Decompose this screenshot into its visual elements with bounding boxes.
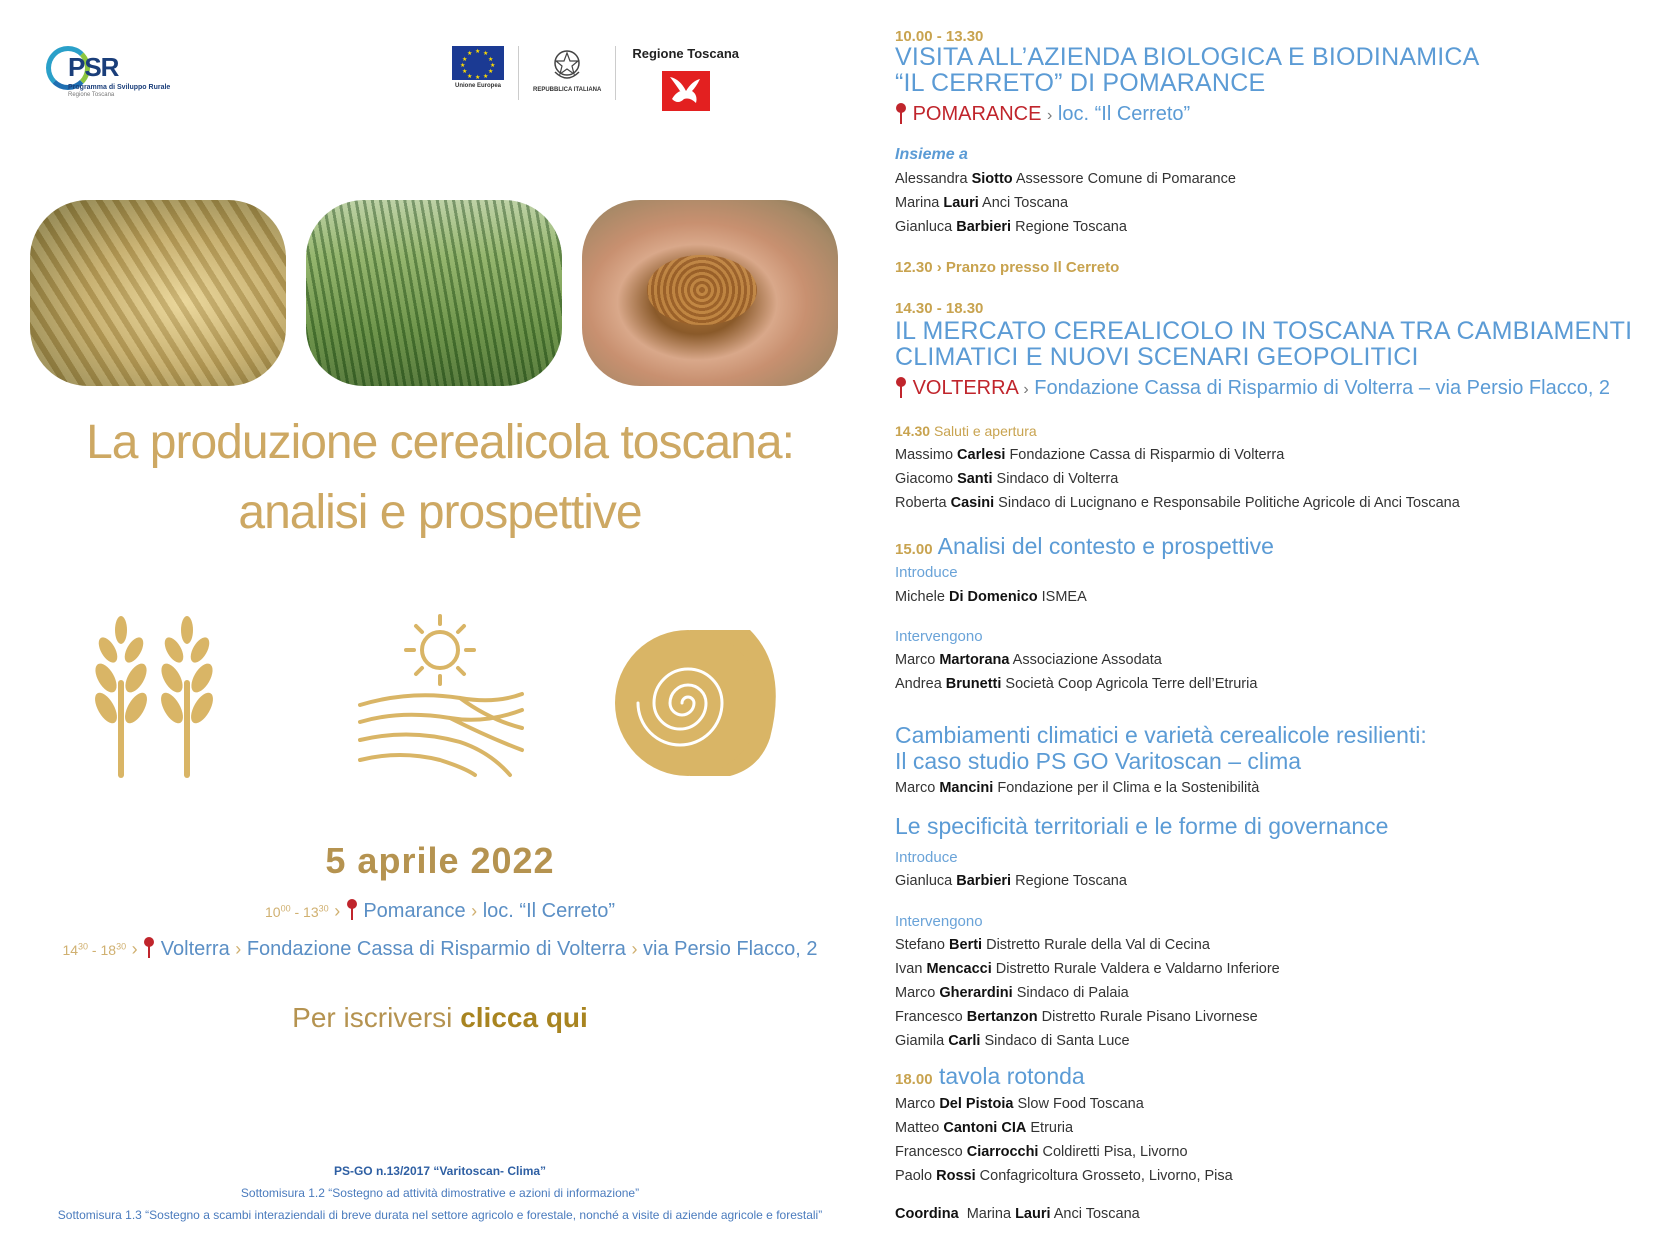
s1-person: Gianluca Barbieri Regione Toscana — [895, 219, 1127, 235]
morning-time: $10^{00} - 13^{30}$ — [265, 903, 329, 920]
register-link[interactable]: clicca qui — [460, 1002, 588, 1033]
separator-arrow: › — [631, 939, 638, 959]
roundtable-person: Paolo Rossi Confagricoltura Grosseto, Livorno, Pisa — [895, 1168, 1233, 1184]
governance-speaker: Giamila Carli Sindaco di Santa Luce — [895, 1033, 1130, 1049]
page-title — [0, 408, 880, 548]
footer-project: PS-GO n.13/2017 “Varitoscan- Clima” — [333, 1164, 547, 1178]
roundtable-person: Marco Del Pistoia Slow Food Toscana — [895, 1096, 1144, 1112]
separator-arrow: › — [334, 901, 341, 921]
register-prefix: Per iscriversi — [292, 1002, 461, 1033]
psr-region: Regione Toscana — [68, 92, 115, 98]
morning-city: Pomarance — [363, 900, 466, 922]
psr-subtitle: Programma di Sviluppo Rurale — [68, 84, 171, 91]
grain-hands-photo — [582, 200, 838, 386]
footer-measure-1-3: Sottomisura 1.3 “Sostegno a scambi interaziendali di breve durata nel settore agricolo e forestale, nonché a visite di aziende agricole e forestali” — [57, 1208, 823, 1222]
roundtable-heading: 18.00 tavola rotonda — [895, 1063, 1085, 1089]
governance-speaker: Francesco Bertanzon Distretto Rurale Pisano Livornese — [895, 1009, 1258, 1025]
governance-speakers-label: Intervengono — [895, 913, 983, 930]
governance-speaker: Ivan Mencacci Distretto Rurale Valdera e Valdarno Inferiore — [895, 961, 1280, 977]
analysis-speaker: Marco Martorana Associazione Assodata — [895, 652, 1162, 668]
pegasus-icon — [662, 71, 710, 111]
afternoon-address: via Persio Flacco, 2 — [643, 938, 818, 960]
governance-title: Le specificità territoriali e le forme di governance — [895, 813, 1389, 839]
separator-arrow: › — [471, 901, 478, 921]
roundtable-person: Francesco Ciarrocchi Coldiretti Pisa, Livorno — [895, 1144, 1188, 1160]
eu-logo — [438, 46, 519, 100]
climate-title-1: Cambiamenti climatici e varietà cerealicole resilienti: — [895, 722, 1427, 748]
regione-toscana-logo — [616, 46, 753, 100]
welcome-person: Massimo Carlesi Fondazione Cassa di Risparmio di Volterra — [895, 447, 1285, 463]
s1-city: POMARANCE — [912, 103, 1042, 125]
morning-schedule — [0, 898, 880, 923]
register-cta — [0, 1002, 880, 1034]
event-date: 5 aprile 2022 — [325, 840, 555, 881]
title-line-2: analisi e prospettive — [238, 486, 642, 539]
psr-logo — [46, 46, 176, 96]
regione-label: Regione Toscana — [632, 46, 740, 61]
lunch-break: 12.30 › Pranzo presso Il Cerreto — [895, 259, 1120, 276]
s1-person: Alessandra Siotto Assessore Comune di Pomarance — [895, 171, 1236, 187]
afternoon-schedule — [0, 936, 880, 961]
analysis-heading: 15.00 Analisi del contesto e prospettive — [895, 533, 1274, 559]
afternoon-time: $14^{30} - 18^{30}$ — [62, 941, 127, 958]
s1-place: loc. “Il Cerreto” — [1057, 103, 1191, 125]
s2-time: 14.30 - 18.30 — [895, 300, 984, 317]
separator-arrow: › — [1023, 381, 1029, 398]
footer-notes — [0, 1160, 880, 1226]
institution-logos — [438, 46, 753, 100]
wheat-field-photo — [306, 200, 562, 386]
afternoon-city: Volterra — [160, 938, 230, 960]
photo-strip — [30, 200, 850, 386]
italy-caption: REPUBBLICA ITALIANA — [533, 87, 602, 93]
s1-with-label: Insieme a — [895, 146, 968, 163]
eu-caption: Unione Europea — [454, 83, 501, 89]
s1-person: Marina Lauri Anci Toscana — [895, 195, 1069, 211]
s2-city: VOLTERRA — [912, 377, 1018, 399]
hay-bale-icon — [610, 628, 790, 778]
location-pin-icon — [346, 898, 358, 920]
s1-title-1: VISITA ALL’AZIENDA BIOLOGICA E BIODINAMICA — [895, 43, 1480, 71]
location-pin-icon — [895, 102, 907, 124]
barley-photo — [30, 200, 286, 386]
welcome-person: Giacomo Santi Sindaco di Volterra — [895, 471, 1119, 487]
separator-arrow: › — [131, 939, 138, 959]
afternoon-place: Fondazione Cassa di Risparmio di Volterra — [246, 938, 626, 960]
psr-brand: PSR — [68, 52, 119, 82]
climate-speaker: Marco Mancini Fondazione per il Clima e la Sostenibilità — [895, 780, 1260, 796]
s2-location — [895, 376, 1610, 400]
s2-title-2: CLIMATICI E NUOVI SCENARI GEOPOLITICI — [895, 343, 1419, 371]
morning-place: loc. “Il Cerreto” — [482, 900, 615, 922]
analysis-intro-person: Michele Di Domenico ISMEA — [895, 589, 1087, 605]
governance-speaker: Marco Gherardini Sindaco di Palaia — [895, 985, 1129, 1001]
governance-intro-label: Introduce — [895, 849, 958, 866]
coordinator: Coordina Marina Lauri Anci Toscana — [895, 1206, 1140, 1222]
italian-emblem-icon — [550, 46, 584, 84]
s1-title-2: “IL CERRETO” DI POMARANCE — [895, 69, 1266, 97]
analysis-intro-label: Introduce — [895, 564, 958, 581]
governance-speaker: Stefano Berti Distretto Rurale della Val di Cecina — [895, 937, 1210, 953]
welcome-heading: 14.30 Saluti e apertura — [895, 423, 1037, 439]
decorative-icons — [90, 610, 790, 780]
wheat-icon — [90, 610, 220, 780]
italy-logo — [519, 46, 616, 100]
sun-fields-icon — [350, 610, 530, 780]
eu-flag-icon: ★ ★ ★ ★ ★ ★ ★ ★ ★ ★ ★ ★ — [452, 46, 504, 80]
s2-title-1: IL MERCATO CEREALICOLO IN TOSCANA TRA CAMBIAMENTI — [895, 317, 1633, 345]
roundtable-person: Matteo Cantoni CIA Etruria — [895, 1120, 1074, 1136]
welcome-person: Roberta Casini Sindaco di Lucignano e Responsabile Politiche Agricole di Anci Toscana — [895, 495, 1460, 511]
program-column — [895, 0, 1650, 1233]
separator-arrow: › — [235, 939, 242, 959]
s2-place: Fondazione Cassa di Risparmio di Volterra – via Persio Flacco, 2 — [1034, 377, 1611, 399]
s1-location — [895, 102, 1190, 126]
separator-arrow: › — [1047, 107, 1053, 124]
governance-intro-person: Gianluca Barbieri Regione Toscana — [895, 873, 1127, 889]
footer-measure-1-2: Sottomisura 1.2 “Sostegno ad attività dimostrative e azioni di informazione” — [240, 1186, 640, 1200]
analysis-speaker: Andrea Brunetti Società Coop Agricola Terre dell’Etruria — [895, 676, 1258, 692]
s1-time: 10.00 - 13.30 — [895, 28, 984, 45]
location-pin-icon — [143, 936, 155, 958]
climate-title-2: Il caso studio PS GO Varitoscan – clima — [895, 748, 1302, 774]
location-pin-icon — [895, 376, 907, 398]
title-line-1: La produzione cerealicola toscana: — [86, 416, 794, 469]
analysis-speakers-label: Intervengono — [895, 628, 983, 645]
